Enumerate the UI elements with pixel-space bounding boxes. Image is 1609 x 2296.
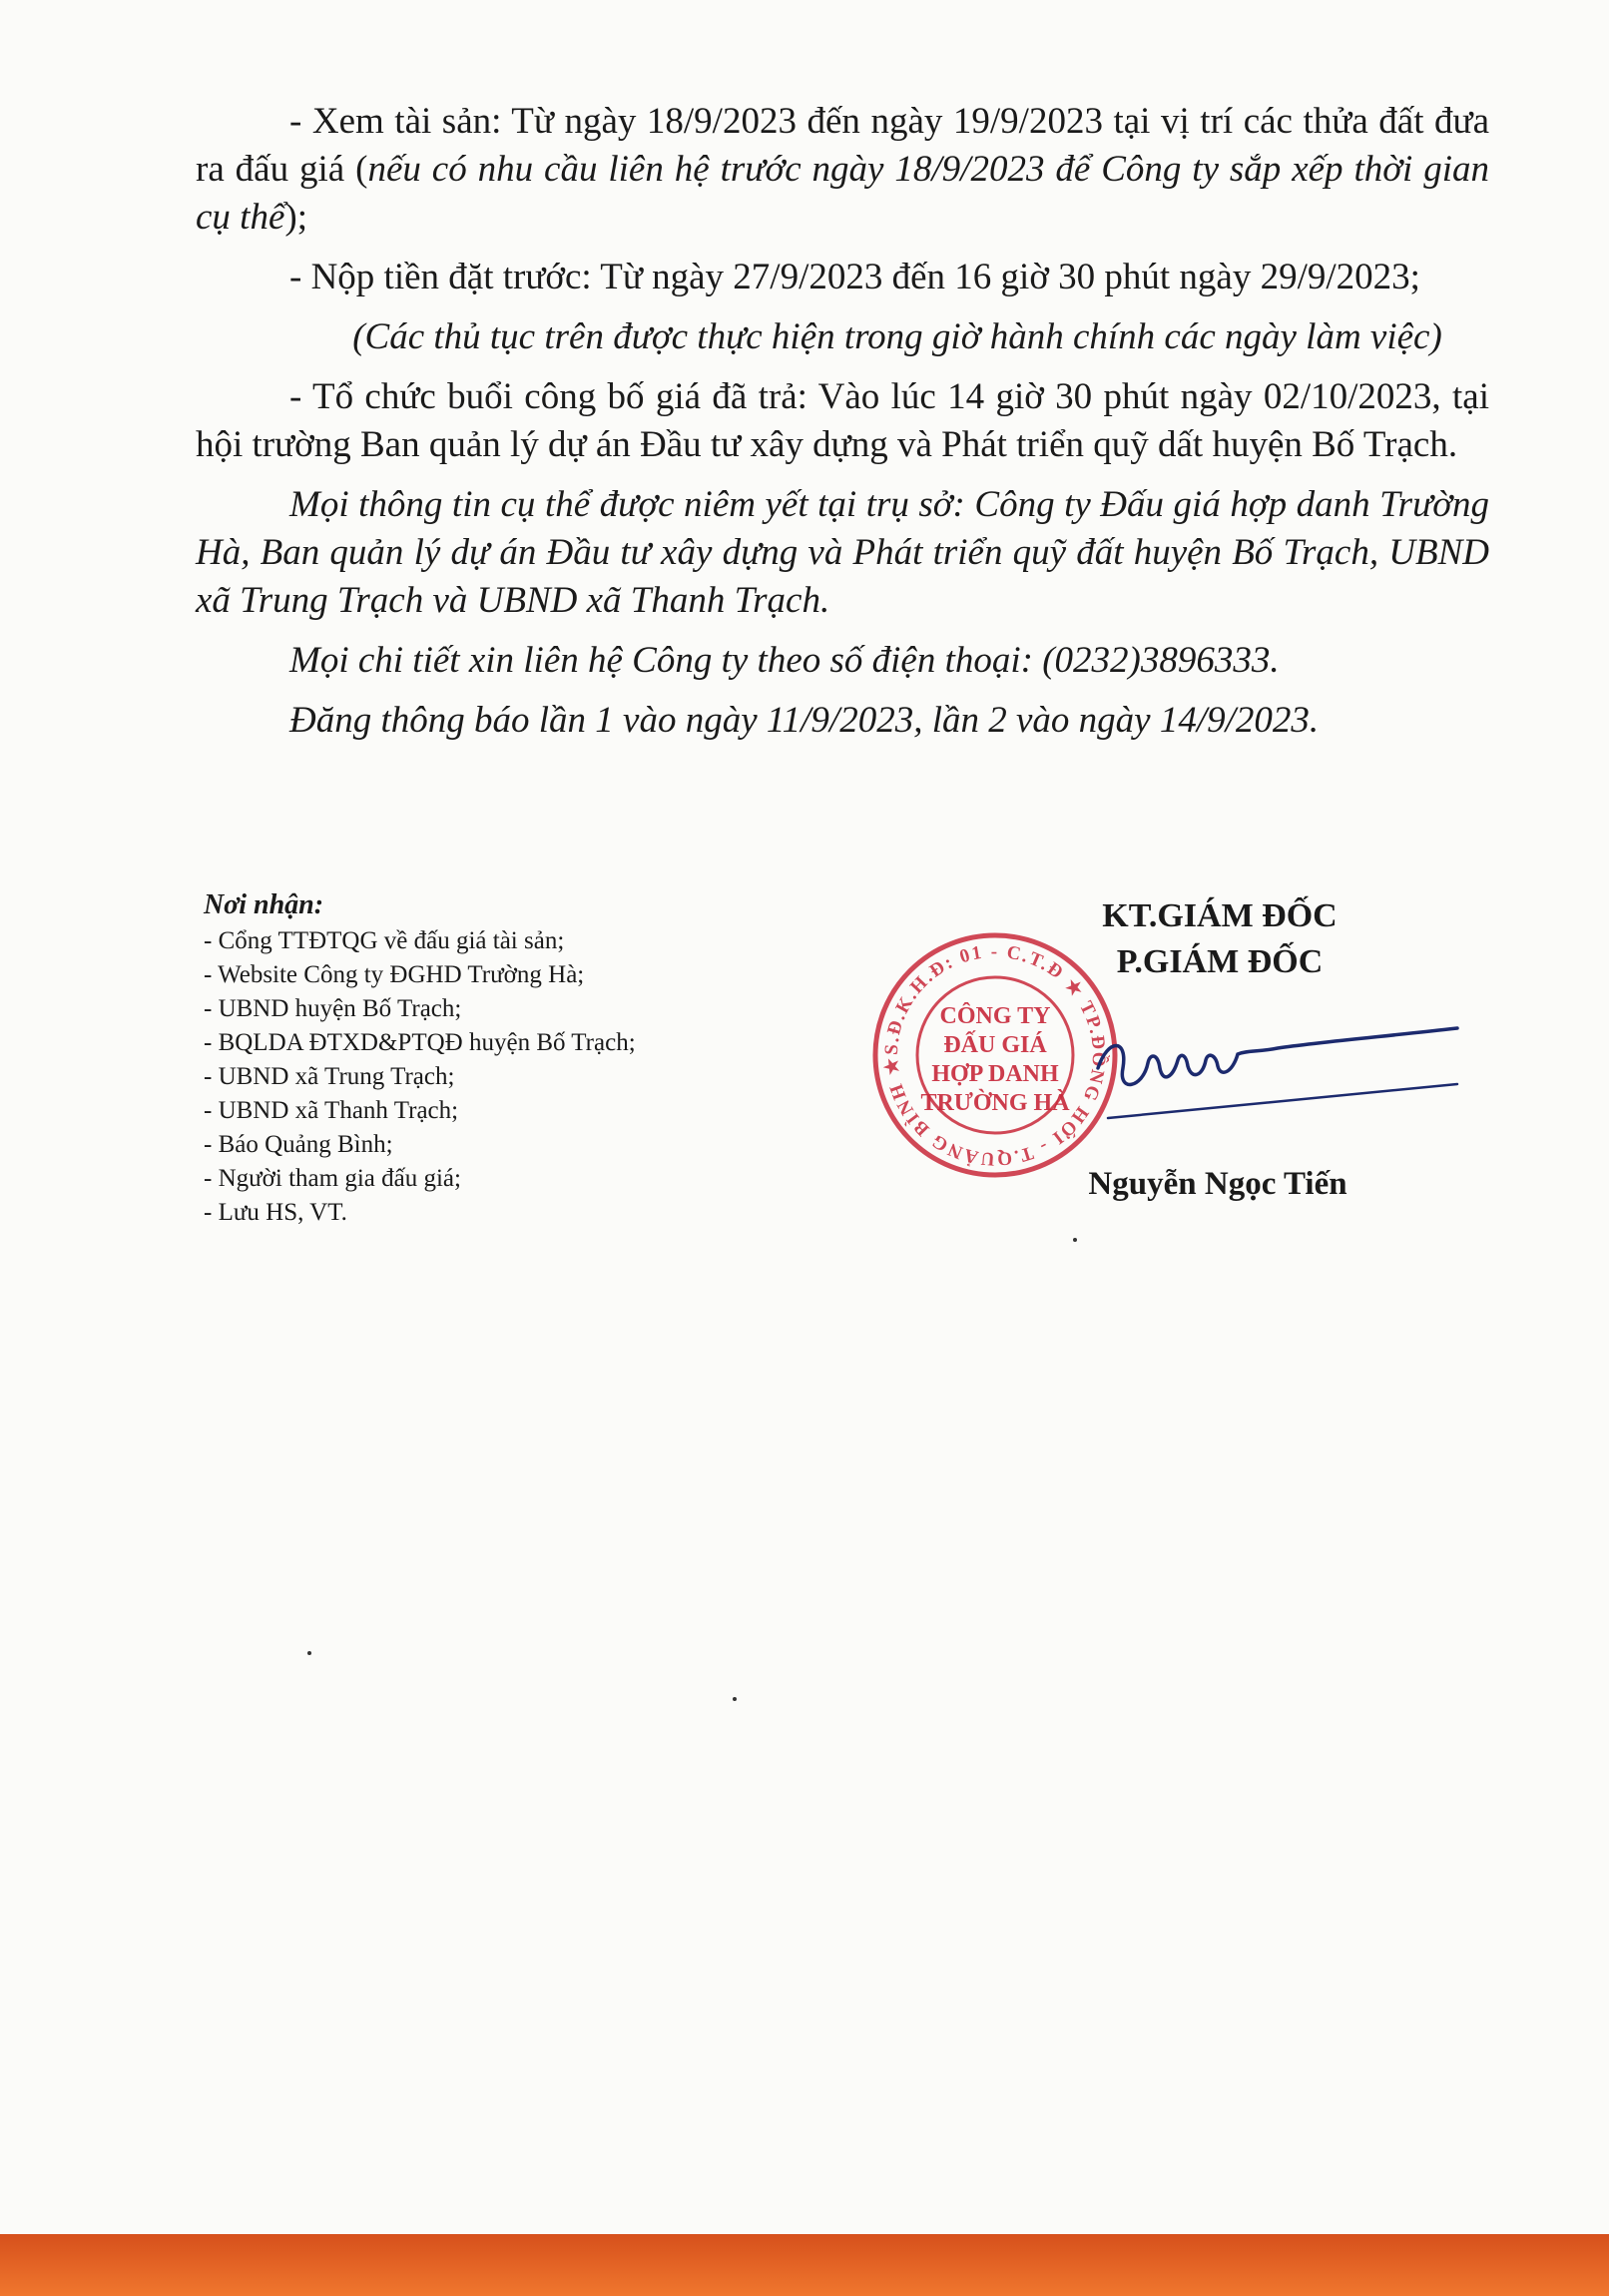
working-hours-note: (Các thủ tục trên được thực hiện trong giờ hành chính các ngày làm việc) — [352, 316, 1442, 357]
contact-paragraph: Mọi chi tiết xin liên hệ Công ty theo số điện thoại: (0232)3896333. — [289, 640, 1280, 681]
seal-inner-text — [920, 1002, 1070, 1116]
recipient-item: - Cổng TTĐTQG về đấu giá tài sản; — [204, 924, 842, 958]
recipient-item: - UBND huyện Bố Trạch; — [204, 992, 842, 1026]
handwritten-signature — [1088, 1008, 1467, 1128]
speck — [307, 1651, 311, 1655]
recipients-block — [204, 888, 842, 1230]
viewing-text-end: ); — [284, 197, 307, 238]
seal-inner-line: TRƯỜNG HÀ — [920, 1090, 1070, 1116]
notice-body — [196, 98, 1489, 757]
deposit-paragraph: - Nộp tiền đặt trước: Từ ngày 27/9/2023 đến 16 giờ 30 phút ngày 29/9/2023; — [289, 257, 1420, 297]
recipient-item: - Lưu HS, VT. — [204, 1196, 842, 1230]
title-line-2: P.GIÁM ĐỐC — [1116, 943, 1324, 980]
page-edge — [0, 2234, 1609, 2296]
viewing-text: - Xem tài sản: Từ ngày 18/9/2023 đến ngày 19/9/2023 tại vị trí các thửa đất đưa ra đấu giá ( — [196, 101, 1489, 190]
posting-info-paragraph: Mọi thông tin cụ thể được niêm yết tại trụ sở: Công ty Đấu giá hợp danh Trường Hà, Ban quản lý dự án Đầu tư xây dựng và Phát triển quỹ đất huyện Bố Trạch, UBND xã Trung Trạch và UBND xã Thanh Trạch. — [196, 484, 1489, 621]
recipient-item: - UBND xã Trung Trạch; — [204, 1060, 842, 1094]
recipient-item: - UBND xã Thanh Trạch; — [204, 1094, 842, 1128]
price-announcement-paragraph: - Tổ chức buổi công bố giá đã trả: Vào lúc 14 giờ 30 phút ngày 02/10/2023, tại hội trường Ban quản lý dự án Đầu tư xây dựng và Phát triển quỹ dất huyện Bố Trạch. — [196, 376, 1489, 465]
recipient-item: - Người tham gia đấu giá; — [204, 1162, 842, 1196]
publication-paragraph: Đăng thông báo lần 1 vào ngày 11/9/2023, lần 2 vào ngày 14/9/2023. — [289, 700, 1320, 741]
recipient-item: - BQLDA ĐTXD&PTQĐ huyện Bố Trạch; — [204, 1026, 842, 1060]
signer-name: Nguyễn Ngọc Tiến — [1088, 1166, 1347, 1202]
company-seal — [870, 930, 1120, 1180]
viewing-note: nếu có nhu cầu liên hệ trước ngày 18/9/2023 để Công ty sắp xếp thời gian cụ thể — [196, 149, 1489, 238]
seal-inner-line: CÔNG TY — [939, 1003, 1051, 1029]
recipient-item: - Website Công ty ĐGHD Trường Hà; — [204, 958, 842, 992]
recipients-heading: Nơi nhận: — [204, 889, 324, 920]
seal-inner-line: ĐẤU GIÁ — [943, 1032, 1047, 1058]
recipient-item: - Báo Quảng Bình; — [204, 1128, 842, 1162]
title-line-1: KT.GIÁM ĐỐC — [1102, 897, 1338, 934]
recipients-list — [204, 924, 842, 1230]
viewing-paragraph — [196, 98, 1489, 242]
seal-inner-line: HỢP DANH — [931, 1061, 1059, 1087]
seal-ring-text: S.Đ.K.H.Đ: 01 - C.T.Đ ★ TP.ĐỒNG HỚI - T.QUẢNG BÌNH ★ — [880, 940, 1110, 1170]
speck — [1073, 1238, 1077, 1242]
speck — [733, 1697, 737, 1701]
